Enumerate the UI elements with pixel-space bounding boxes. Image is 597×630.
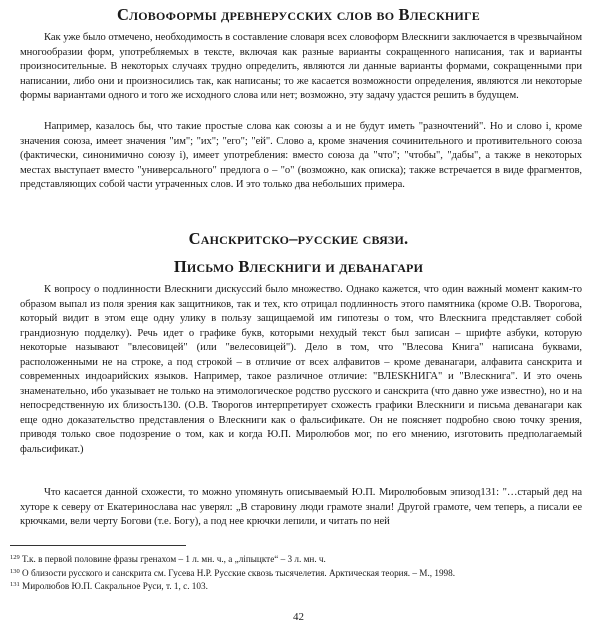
paragraph-2: Например, казалось бы, что такие простые слова как союзы а и не будут иметь "разночтений". Но и слово і, кроме значения союза, имеет значения "им"; "их"; "его"; "ей". Слово а, кроме значения сочинительного и противительного союза (фактически, синонимично союзу і), имеет употребления: вместо союза да "что"; "чтобы", "дабы", а также в некоторых местах выступает вместо "универсального" предлога о – "о" (возможно, как описка); также встречается в виде фрагментов, представляющих собой части утраченных слов. И это только два небольших примера.: [20, 121, 582, 190]
footnote-129: [10, 552, 585, 566]
footnote-130: [10, 566, 585, 580]
footnote-number: 130: [10, 567, 20, 575]
section-heading-sanskrit: Санскритско–русские связи.: [188, 229, 409, 248]
footnote-number: 129: [10, 554, 20, 561]
section-heading-wordforms: Словоформы древнерусских слов во Влескниге: [117, 5, 480, 24]
footnote-text: Т.к. в первой половине фразы гренахом – 1 л. мн. ч., а „ліпыцкте“ – 3 л. мн. ч.: [22, 554, 326, 564]
paragraph-1: Как уже было отмечено, необходимость в составление словаря всех словоформ Влескниги заключается в чрезвычайном многообразии форм, употребляемых в тексте, включая как разные варианты сокращенного написания, так и варианты произносительные. В некоторых случаях трудно определить, являются ли данные варианты формами, сокращенными при написании, либо они и произносились так, как написаны; то же касается возможности определения, являются ли некоторые формы вариантами одного и того же исходного слова или нет; возможно, эту задачу удастся решить в будущем.: [20, 32, 582, 101]
footnote-number: 131: [10, 581, 20, 588]
paragraph-3: К вопросу о подлинности Влескниги дискуссий было множество. Однако кажется, что один важный момент каким-то образом выпал из поля зрения как защитников, так и тех, кто отрицал подлинность этого памятника (кроме О.В. Творогова, который видит в этом еще одну улику в пользу защищаемой им гипотезы о том, что Влескнига представляет собой грандиозную подделку). Речь идет о графике букв, которыми нехудый текст был записан – шрифте азбуки, которую некоторые называют "влесовицей" (или "велесовицей"). Дело в том, что "Влесова Книга" написана буквами, расположенными не на строке, а под строкой – в отличие от всех алфавитов – кроме деванагари, алфавита санскрита и современных индоарийских языков. Например, такое различное отличие: "ВЛЕSКНИГА" и "Влескнига". И это очень знаменательно, ибо указывает не только на этимологическое родство русского и санскрита (что давно уже известно), но и на непосредственную их близость130. (О.В. Творогов интерпретирует схожесть графики Влескниги и письма деванагари как еще одно доказательство представления о Влескниги как о фальсификате. Он не поясняет подробно свою точку зрения, приводя только свое подозрение о том, как и когда Ю.П. Миролюбов мог, по его мнению, изготовить предполагаемый фальсификат.): [20, 284, 582, 455]
section-heading-devanagari: Письмо Влескниги и деванагари: [173, 257, 424, 276]
footnote-131: [10, 579, 585, 593]
footnote-text: Миролюбов Ю.П. Сакральное Руси, т. 1, с. 103.: [22, 581, 208, 591]
footnotes: [10, 552, 585, 593]
page-number: 42: [293, 611, 304, 623]
paragraph-4: Что касается данной схожести, то можно упомянуть описываемый Ю.П. Миролюбовым эпизод131: "…старый дед на хуторе к северу от Екатеринослава нас уверял: „В старовину люди грамоте знали! Другой грамоте, чем теперь, а писали ее крючками, вели черту Богови (т.е. Богу), а под нее крючки лепили, и читать по ней: [20, 487, 582, 527]
footnote-divider: [10, 545, 186, 546]
footnote-text: О близости русского и санскрита см. Гусева Н.Р. Русские сквозь тысячелетия. Арктическая теория. – М., 1998.: [22, 567, 456, 578]
